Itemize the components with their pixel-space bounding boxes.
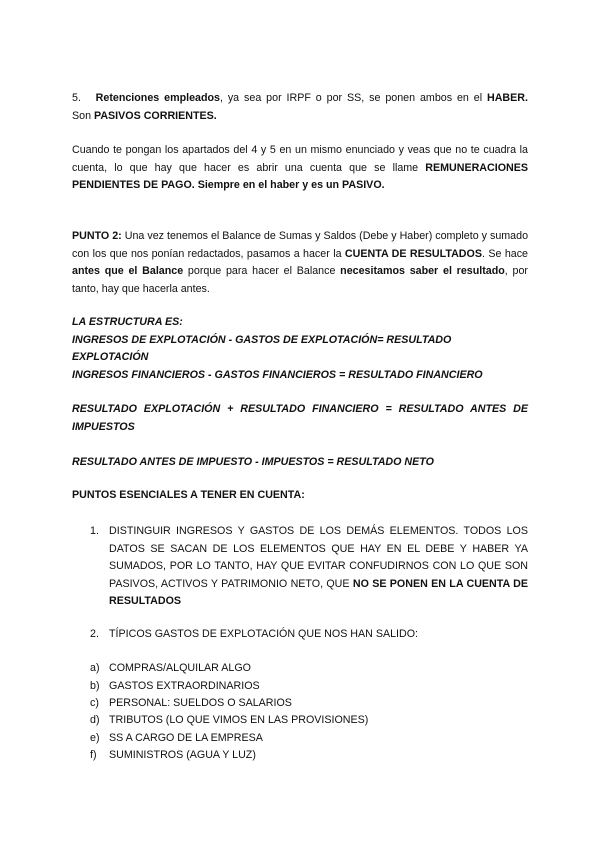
sublist-item-d: [90, 712, 368, 730]
list-bold: NO SE PONEN EN LA CUENTA DE RESULTADOS: [109, 577, 528, 607]
sublist-letter: c): [90, 697, 99, 709]
sublist-text: GASTOS EXTRAORDINARIOS: [109, 680, 260, 692]
bold-pasivos: PASIVOS CORRIENTES.: [94, 109, 217, 122]
sublist-item-a: [90, 660, 251, 678]
bold-cuenta-resultados: CUENTA DE RESULTADOS: [344, 247, 482, 260]
note-paragraph: [72, 142, 528, 195]
sublist-letter: a): [90, 662, 100, 674]
sublist-text: SS A CARGO DE LA EMPRESA: [109, 732, 263, 744]
note-bold: REMUNERACIONES PENDIENTES DE PAGO. Siempre en el haber y es un PASIVO.: [72, 161, 528, 191]
list-number: 2.: [90, 628, 99, 640]
sublist-item-b: [90, 678, 260, 696]
list-number: 1.: [90, 525, 99, 537]
bold-lead: Retenciones empleados: [95, 92, 220, 104]
sublist-text: SUMINISTROS (AGUA Y LUZ): [109, 749, 256, 761]
punto-2-paragraph: [72, 228, 528, 298]
sublist-letter: d): [90, 714, 100, 726]
note-text: Cuando te pongan los apartados del 4 y 5 en un mismo enunciado y veas que no te cuadra la cuenta, lo que hay que hacer es abrir una cuenta que se llame: [72, 144, 528, 174]
punto-2-text: Una vez tenemos el Balance de Sumas y Saldos (Debe y Haber) completo y sumado con los que nos ponían redactados, pasamos a hacer la: [72, 230, 529, 260]
sublist-letter: e): [90, 732, 100, 744]
sublist-letter: b): [90, 680, 100, 692]
essentials-heading: PUNTOS ESENCIALES A TENER EN CUENTA:: [72, 489, 305, 501]
essentials-item-2: [90, 626, 528, 644]
list-text: DISTINGUIR INGRESOS Y GASTOS DE LOS DEMÁS ELEMENTOS. TODOS LOS DATOS SE SACAN DE LOS ELEMENTOS QUE HAY EN EL DEBE Y HABER YA SUMADOS, POR LO TANTO, HAY QUE EVITAR CONFUDIRNOS CON LO QUE SON PASIVOS, ACTIVOS Y PATRIMONIO NETO, QUE: [109, 525, 528, 590]
sublist-text: PERSONAL: SUELDOS O SALARIOS: [109, 697, 292, 709]
list-text: TÍPICOS GASTOS DE EXPLOTACIÓN QUE NOS HAN SALIDO:: [109, 628, 419, 640]
structure-block: [72, 314, 528, 367]
essentials-heading-wrap: [72, 487, 528, 505]
bold-necesitamos: necesitamos saber el resultado: [340, 265, 505, 277]
sublist-item-c: [90, 695, 292, 713]
bold-haber: HABER.: [487, 92, 528, 104]
sublist-item-f: [90, 747, 256, 765]
punto-2-text: porque para hacer el Balance: [183, 265, 341, 277]
bold-antes-balance: antes que el Balance: [72, 265, 184, 277]
essentials-item-1: [90, 523, 528, 611]
item-number: 5.: [72, 92, 81, 104]
sublist-text: COMPRAS/ALQUILAR ALGO: [109, 662, 251, 674]
punto-2-label: PUNTO 2:: [72, 230, 122, 242]
structure-heading: LA ESTRUCTURA ES:: [72, 316, 183, 328]
structure-line-4: RESULTADO ANTES DE IMPUESTO - IMPUESTOS = RESULTADO NETO: [72, 456, 434, 468]
sublist-text: TRIBUTOS (LO QUE VIMOS EN LAS PROVISIONES): [109, 714, 369, 726]
item-text: Son: [72, 109, 94, 122]
structure-line-2: INGRESOS FINANCIEROS - GASTOS FINANCIEROS = RESULTADO FINANCIERO: [72, 369, 483, 381]
sublist-letter: f): [90, 749, 97, 761]
structure-line-3: RESULTADO EXPLOTACIÓN + RESULTADO FINANCIERO = RESULTADO ANTES DE IMPUESTOS: [72, 403, 528, 433]
punto-2-text: . Se hace: [481, 247, 528, 260]
sublist-item-e: [90, 730, 263, 748]
structure-line-1: INGRESOS DE EXPLOTACIÓN - GASTOS DE EXPLOTACIÓN= RESULTADO EXPLOTACIÓN: [72, 333, 452, 363]
punto-2-text: , por tanto, hay que hacerla antes.: [72, 265, 528, 295]
item-text: , ya sea por IRPF o por SS, se ponen ambos en el: [219, 92, 487, 104]
item-5-paragraph: [72, 90, 528, 125]
